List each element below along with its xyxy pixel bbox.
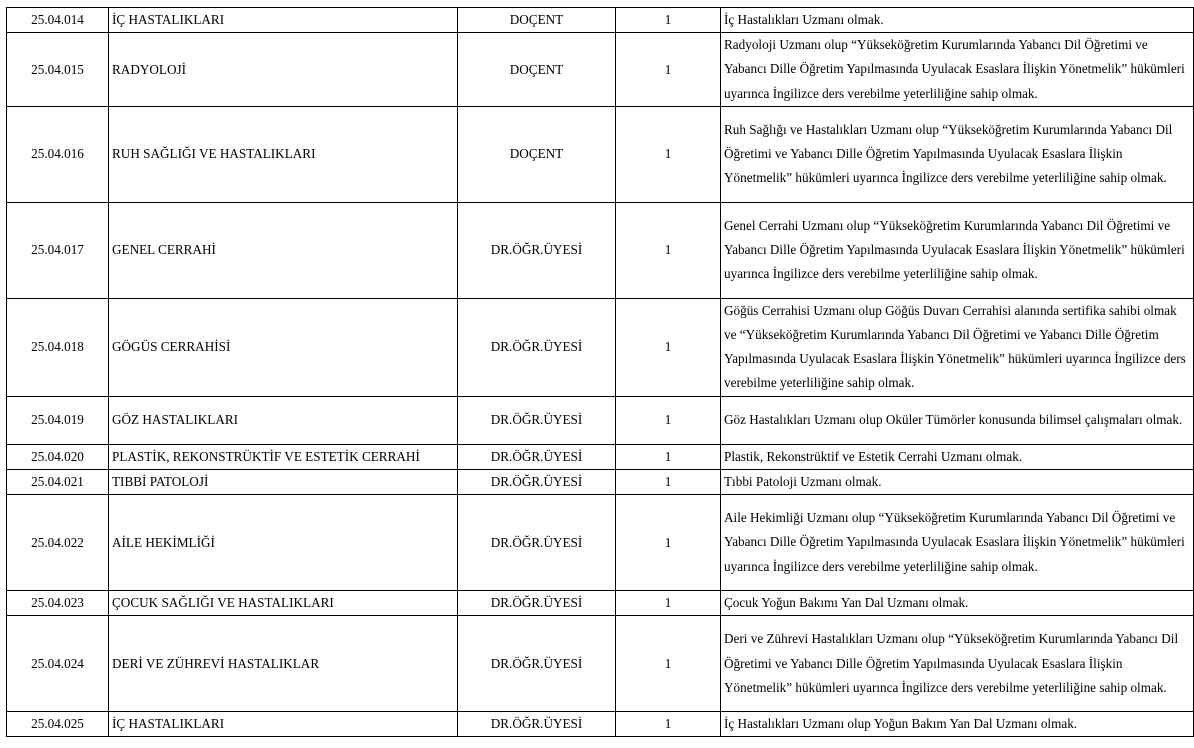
position-code: 25.04.017: [7, 202, 109, 298]
academic-title: DOÇENT: [458, 8, 616, 33]
requirement-text: Plastik, Rekonstrüktif ve Estetik Cerrahi Uzmanı olmak.: [721, 444, 1194, 469]
position-code: 25.04.023: [7, 591, 109, 616]
table-row: [7, 396, 1194, 444]
position-count: 1: [616, 712, 721, 737]
position-count: 1: [616, 298, 721, 396]
position-code: 25.04.022: [7, 495, 109, 591]
department-name: İÇ HASTALIKLARI: [109, 712, 458, 737]
department-name: TIBBİ PATOLOJİ: [109, 469, 458, 494]
requirement-text: Genel Cerrahi Uzmanı olup “Yükseköğretim Kurumlarında Yabancı Dil Öğretimi ve Yabancı Dille Öğretim Yapılmasında Uyulacak Esaslara İlişkin Yönetmelik” hükümleri uyarınca İngilizce ders verebilme yeterliliğine sahip olmak.: [721, 202, 1194, 298]
academic-title: DR.ÖĞR.ÜYESİ: [458, 591, 616, 616]
position-count: 1: [616, 616, 721, 712]
academic-title: DR.ÖĞR.ÜYESİ: [458, 298, 616, 396]
requirement-text: Aile Hekimliği Uzmanı olup “Yükseköğretim Kurumlarında Yabancı Dil Öğretimi ve Yabancı Dille Öğretim Yapılmasında Uyulacak Esaslara İlişkin Yönetmelik” hükümleri uyarınca İngilizce ders verebilme yeterliliğine sahip olmak.: [721, 495, 1194, 591]
academic-title: DR.ÖĞR.ÜYESİ: [458, 469, 616, 494]
position-count: 1: [616, 469, 721, 494]
table-row: [7, 495, 1194, 591]
requirement-text: Göğüs Cerrahisi Uzmanı olup Göğüs Duvarı Cerrahisi alanında sertifika sahibi olmak ve “Yükseköğretim Kurumlarında Yabancı Dil Öğretimi ve Yabancı Dille Öğretim Yapılmasında Uyulacak Esaslara İlişkin Yönetmelik” hükümleri uyarınca İngilizce ders verebilme yeterliliğine sahip olmak.: [721, 298, 1194, 396]
position-count: 1: [616, 202, 721, 298]
department-name: GÖGÜS CERRAHİSİ: [109, 298, 458, 396]
academic-title: DR.ÖĞR.ÜYESİ: [458, 202, 616, 298]
academic-title: DR.ÖĞR.ÜYESİ: [458, 495, 616, 591]
table-row: [7, 298, 1194, 396]
position-code: 25.04.021: [7, 469, 109, 494]
requirement-text: İç Hastalıkları Uzmanı olmak.: [721, 8, 1194, 33]
requirement-text: Tıbbi Patoloji Uzmanı olmak.: [721, 469, 1194, 494]
academic-title: DR.ÖĞR.ÜYESİ: [458, 444, 616, 469]
position-code: 25.04.025: [7, 712, 109, 737]
position-code: 25.04.020: [7, 444, 109, 469]
position-count: 1: [616, 8, 721, 33]
position-code: 25.04.016: [7, 106, 109, 202]
table-row: [7, 591, 1194, 616]
requirement-text: Deri ve Zührevi Hastalıkları Uzmanı olup “Yükseköğretim Kurumlarında Yabancı Dil Öğretimi ve Yabancı Dille Öğretim Yapılmasında Uyulacak Esaslara İlişkin Yönetmelik” hükümleri uyarınca İngilizce ders verebilme yeterliliğine sahip olmak.: [721, 616, 1194, 712]
academic-title: DOÇENT: [458, 33, 616, 107]
academic-title: DR.ÖĞR.ÜYESİ: [458, 396, 616, 444]
position-code: 25.04.018: [7, 298, 109, 396]
position-code: 25.04.015: [7, 33, 109, 107]
department-name: RADYOLOJİ: [109, 33, 458, 107]
table-row: [7, 8, 1194, 33]
table-row: [7, 712, 1194, 737]
department-name: GENEL CERRAHİ: [109, 202, 458, 298]
requirement-text: Göz Hastalıkları Uzmanı olup Oküler Tümörler konusunda bilimsel çalışmaları olmak.: [721, 396, 1194, 444]
table-row: [7, 469, 1194, 494]
department-name: PLASTİK, REKONSTRÜKTİF VE ESTETİK CERRAHİ: [109, 444, 458, 469]
department-name: AİLE HEKİMLİĞİ: [109, 495, 458, 591]
positions-table: [6, 7, 1194, 737]
requirement-text: Ruh Sağlığı ve Hastalıkları Uzmanı olup “Yükseköğretim Kurumlarında Yabancı Dil Öğretimi ve Yabancı Dille Öğretim Yapılmasında Uyulacak Esaslara İlişkin Yönetmelik” hükümleri uyarınca İngilizce ders verebilme yeterliliğine sahip olmak.: [721, 106, 1194, 202]
position-code: 25.04.019: [7, 396, 109, 444]
table-row: [7, 616, 1194, 712]
position-count: 1: [616, 591, 721, 616]
position-count: 1: [616, 106, 721, 202]
position-count: 1: [616, 495, 721, 591]
academic-title: DOÇENT: [458, 106, 616, 202]
position-count: 1: [616, 396, 721, 444]
department-name: İÇ HASTALIKLARI: [109, 8, 458, 33]
requirement-text: Çocuk Yoğun Bakımı Yan Dal Uzmanı olmak.: [721, 591, 1194, 616]
position-code: 25.04.024: [7, 616, 109, 712]
academic-title: DR.ÖĞR.ÜYESİ: [458, 712, 616, 737]
table-row: [7, 33, 1194, 107]
department-name: GÖZ HASTALIKLARI: [109, 396, 458, 444]
department-name: ÇOCUK SAĞLIĞI VE HASTALIKLARI: [109, 591, 458, 616]
position-count: 1: [616, 33, 721, 107]
department-name: DERİ VE ZÜHREVİ HASTALIKLAR: [109, 616, 458, 712]
department-name: RUH SAĞLIĞI VE HASTALIKLARI: [109, 106, 458, 202]
academic-title: DR.ÖĞR.ÜYESİ: [458, 616, 616, 712]
position-code: 25.04.014: [7, 8, 109, 33]
requirement-text: Radyoloji Uzmanı olup “Yükseköğretim Kurumlarında Yabancı Dil Öğretimi ve Yabancı Dille Öğretim Yapılmasında Uyulacak Esaslara İlişkin Yönetmelik” hükümleri uyarınca İngilizce ders verebilme yeterliliğine sahip olmak.: [721, 33, 1194, 107]
table-row: [7, 202, 1194, 298]
table-row: [7, 106, 1194, 202]
requirement-text: İç Hastalıkları Uzmanı olup Yoğun Bakım Yan Dal Uzmanı olmak.: [721, 712, 1194, 737]
position-count: 1: [616, 444, 721, 469]
table-row: [7, 444, 1194, 469]
